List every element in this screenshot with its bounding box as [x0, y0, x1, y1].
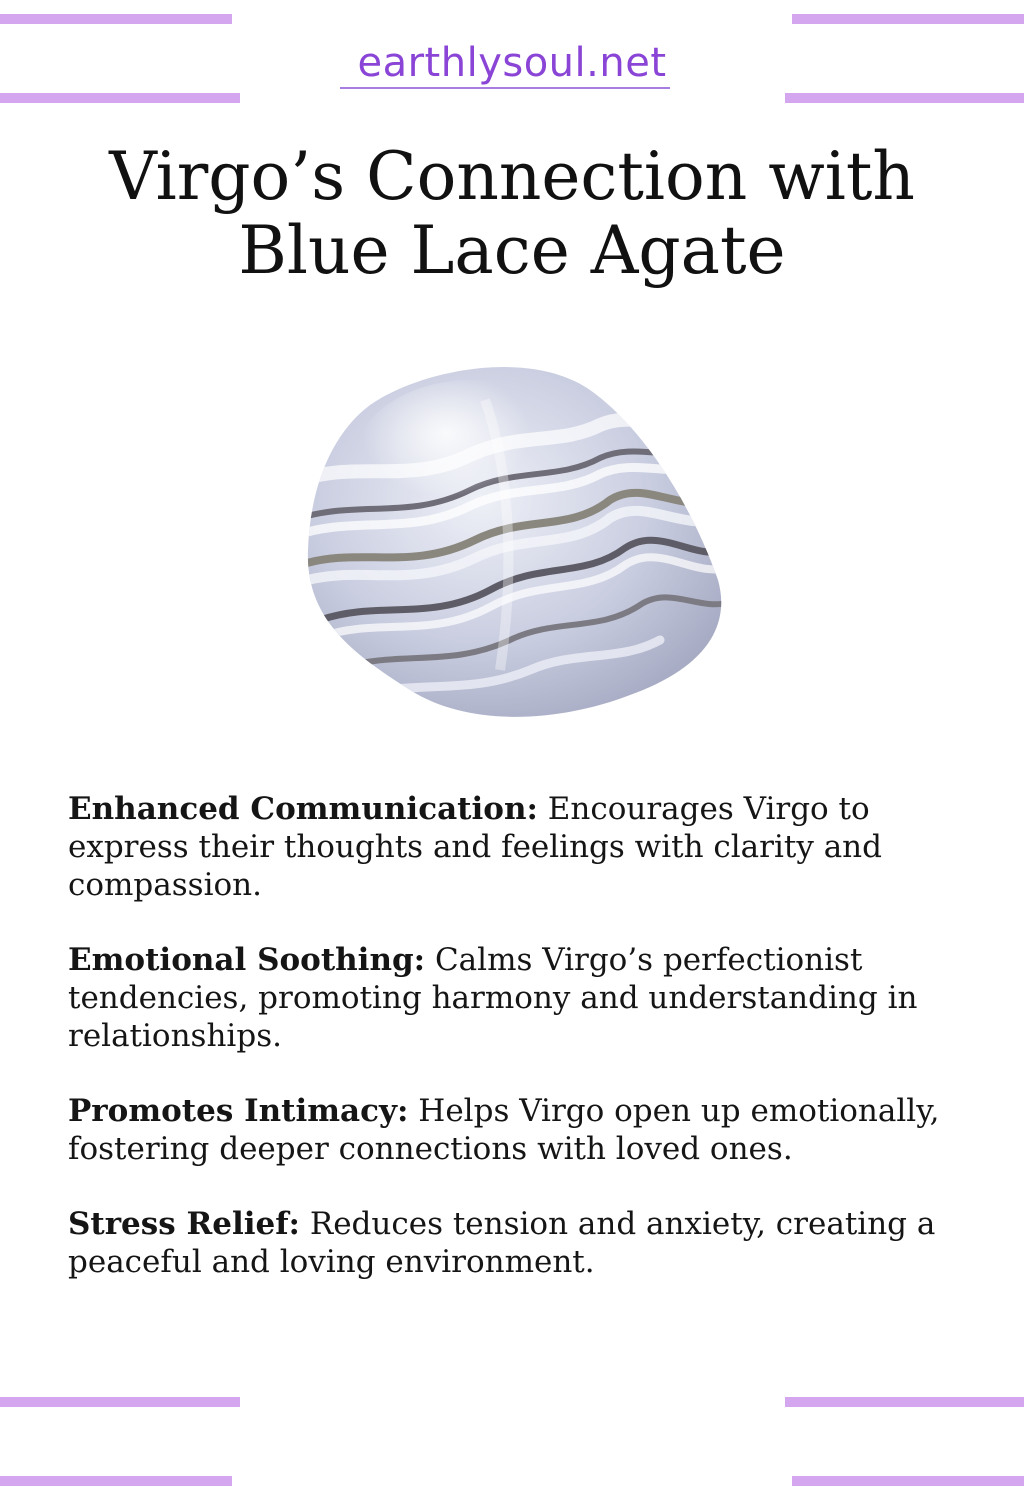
site-logo[interactable]: earthlysoul.net	[357, 40, 667, 86]
benefit-text: Helps Virgo open up emotionally, fostering deeper connections with loved ones.	[68, 1093, 940, 1167]
benefit-text: Reduces tension and anxiety, creating a peaceful and loving environment.	[68, 1206, 936, 1280]
deco-bar-bottom-left-1	[0, 1397, 240, 1407]
title-line-2: Blue Lace Agate	[238, 212, 786, 289]
benefits-list	[68, 790, 958, 1318]
logo-underline	[340, 87, 670, 89]
deco-bar-top-right-1	[792, 14, 1024, 24]
deco-bar-top-left-2	[0, 93, 240, 103]
benefit-text: Calms Virgo’s perfectionist tendencies, promoting harmony and understanding in relationships.	[68, 942, 918, 1054]
benefit-enhanced-communication	[68, 790, 958, 904]
blue-lace-agate-image	[300, 350, 730, 730]
deco-bar-bottom-right-1	[785, 1397, 1024, 1407]
benefit-label: Stress Relief:	[68, 1206, 301, 1242]
benefit-label: Emotional Soothing:	[68, 942, 426, 978]
benefit-text: Encourages Virgo to express their thoughts and feelings with clarity and compassion.	[68, 791, 882, 903]
title-line-1: Virgo’s Connection with	[109, 138, 915, 215]
benefit-label: Enhanced Communication:	[68, 791, 538, 827]
benefit-promotes-intimacy	[68, 1092, 958, 1168]
deco-bar-bottom-right-2	[792, 1476, 1024, 1486]
deco-bar-top-left-1	[0, 14, 232, 24]
benefit-label: Promotes Intimacy:	[68, 1093, 409, 1129]
benefit-stress-relief	[68, 1205, 958, 1281]
benefit-emotional-soothing	[68, 941, 958, 1055]
page-title	[40, 140, 984, 288]
deco-bar-top-right-2	[785, 93, 1024, 103]
deco-bar-bottom-left-2	[0, 1476, 232, 1486]
